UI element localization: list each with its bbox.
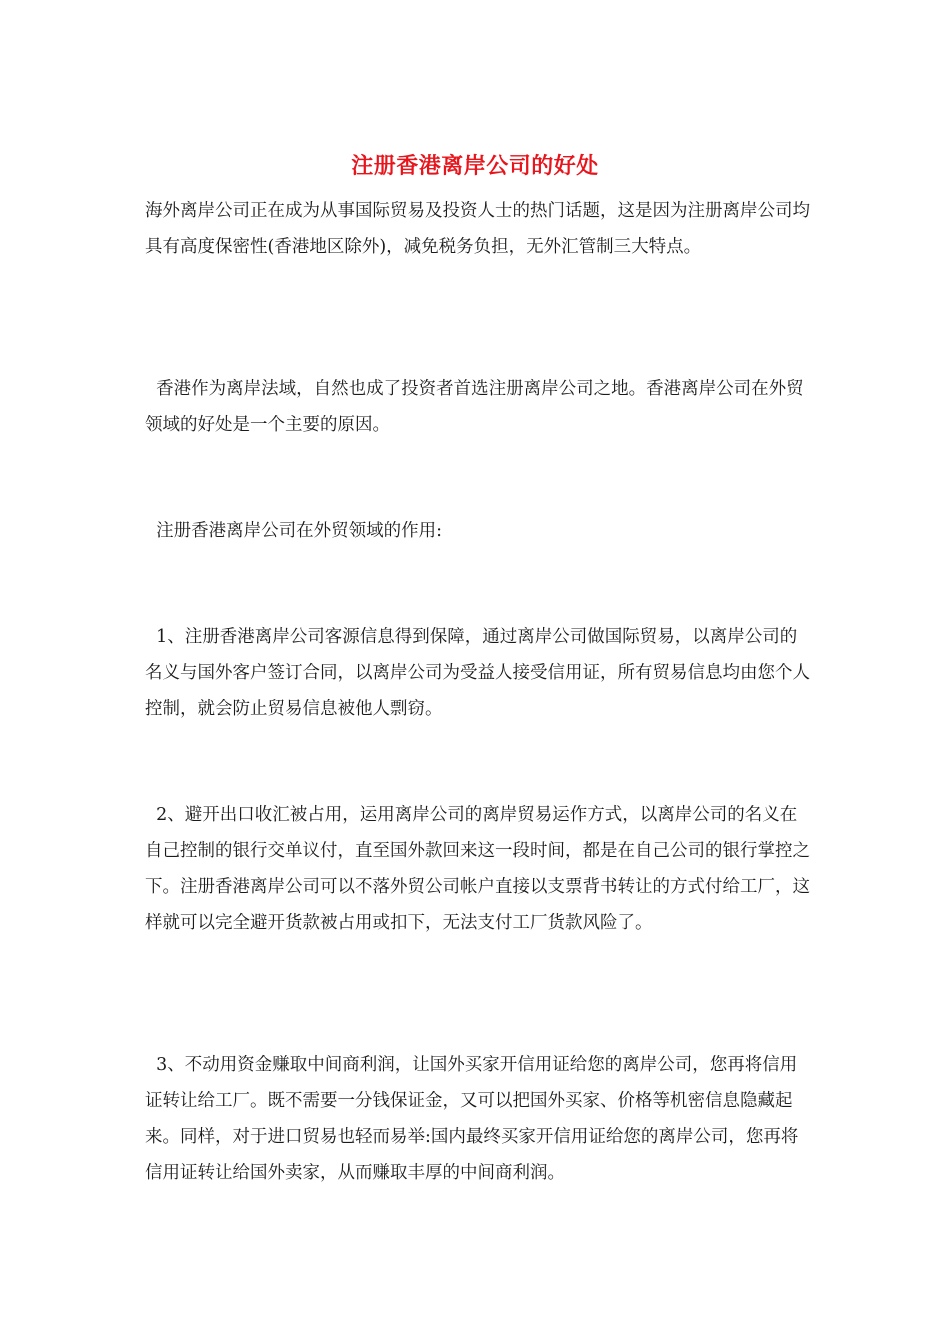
paragraph-point-3: 3、不动用资金赚取中间商利润，让国外买家开信用证给您的离岸公司，您再将信用证转让给工厂。既不需要一分钱保证金，又可以把国外买家、价格等机密信息隐藏起来。同样，对于进口贸易也轻而易举:国内最终买家开信用证给您的离岸公司，您再将信用证转让给国外卖家，从而赚取丰厚的中间商利润。 bbox=[145, 1055, 799, 1183]
paragraph-point-1: 1、注册香港离岸公司客源信息得到保障，通过离岸公司做国际贸易，以离岸公司的名义与国外客户签订合同，以离岸公司为受益人接受信用证，所有贸易信息均由您个人控制，就会防止贸易信息被他人剽窃。 bbox=[145, 627, 810, 719]
paragraph-section-heading: 注册香港离岸公司在外贸领域的作用: bbox=[145, 521, 443, 541]
paragraph-point-2: 2、避开出口收汇被占用，运用离岸公司的离岸贸易运作方式，以离岸公司的名义在自己控制的银行交单议付，直至国外款回来这一段时间，都是在自己公司的银行掌控之下。注册香港离岸公司可以不落外贸公司帐户直接以支票背书转让的方式付给工厂，这样就可以完全避开货款被占用或扣下，无法支付工厂货款风险了。 bbox=[145, 805, 810, 933]
paragraph-hongkong-jurisdiction: 香港作为离岸法域，自然也成了投资者首选注册离岸公司之地。香港离岸公司在外贸领域的好处是一个主要的原因。 bbox=[145, 379, 804, 435]
document-title: 注册香港离岸公司的好处 bbox=[351, 153, 599, 179]
paragraph-intro: 海外离岸公司正在成为从事国际贸易及投资人士的热门话题，这是因为注册离岸公司均具有高度保密性(香港地区除外)，减免税务负担，无外汇管制三大特点。 bbox=[145, 201, 810, 257]
